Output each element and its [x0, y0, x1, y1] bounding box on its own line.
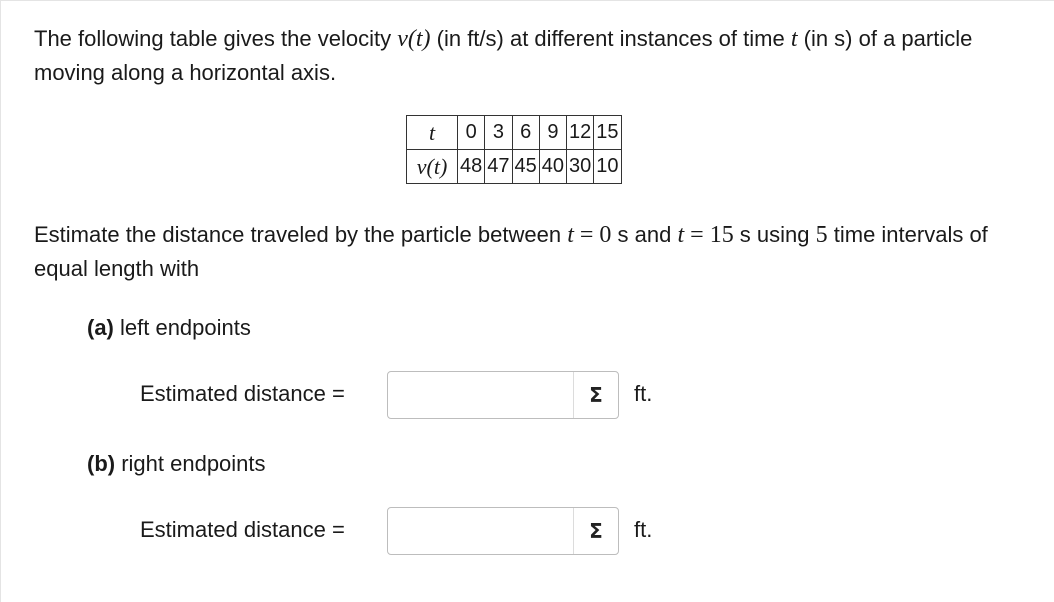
answer-box-b [387, 507, 619, 555]
velocity-cell: 40 [539, 150, 566, 184]
velocity-header: v(t) [407, 150, 458, 184]
left-border [0, 0, 1, 602]
equals-sign: = [573, 222, 600, 248]
unit-label-a: ft. [634, 381, 653, 406]
velocity-cell: 10 [594, 150, 621, 184]
equals-sign: = [684, 222, 710, 248]
part-a-tag: (a) [87, 315, 114, 340]
time-row [407, 116, 622, 150]
answer-box-a [387, 371, 619, 419]
time-variable: t [790, 26, 798, 52]
part-b-text: right endpoints [115, 451, 266, 476]
time-cell: 12 [567, 116, 594, 150]
time-cell: 15 [594, 116, 621, 150]
sigma-icon[interactable]: Σ [576, 374, 616, 416]
intro-text-1: The following table gives the velocity [34, 26, 398, 51]
estimate-text-3: s using [733, 222, 816, 247]
estimate-text-1: Estimate the distance traveled by the particle between [34, 222, 568, 247]
answer-input-a[interactable] [390, 374, 572, 416]
top-border [0, 0, 1054, 1]
end-time-value: 15 [709, 222, 734, 248]
unit-label-b: ft. [634, 517, 653, 542]
velocity-cell: 45 [512, 150, 539, 184]
estimated-distance-label-b: Estimated distance = [140, 517, 345, 542]
time-cell: 3 [485, 116, 512, 150]
velocity-cell: 47 [485, 150, 512, 184]
velocity-function: v(t) [397, 26, 431, 52]
velocity-row [407, 150, 622, 184]
velocity-cell: 30 [567, 150, 594, 184]
time-cell: 9 [539, 116, 566, 150]
part-b-heading [87, 447, 266, 481]
part-b-tag: (b) [87, 451, 116, 476]
sigma-icon[interactable]: Σ [576, 510, 616, 552]
estimated-distance-label-a: Estimated distance = [140, 381, 345, 406]
interval-count: 5 [815, 222, 828, 248]
part-a-heading [87, 311, 251, 345]
estimate-text-2: s and [611, 222, 678, 247]
end-time-variable: t [677, 222, 685, 248]
velocity-cell: 48 [458, 150, 485, 184]
time-header: t [407, 116, 458, 150]
answer-input-b[interactable] [390, 510, 572, 552]
start-time-variable: t [567, 222, 574, 248]
problem-intro [34, 22, 1024, 90]
time-cell: 0 [458, 116, 485, 150]
start-time-value: 0 [599, 222, 612, 248]
answer-box-divider [573, 372, 574, 418]
part-a-text: left endpoints [113, 315, 251, 340]
estimate-instructions [34, 218, 1024, 286]
answer-box-divider [573, 508, 574, 554]
time-cell: 6 [512, 116, 539, 150]
velocity-table [406, 115, 622, 184]
estimate-text-4: time intervals of equal length with [34, 222, 988, 281]
intro-text-3: (in s) of a particle moving along a horizontal axis. [34, 26, 973, 85]
intro-text-2: (in ft/s) at different instances of time [430, 26, 791, 51]
